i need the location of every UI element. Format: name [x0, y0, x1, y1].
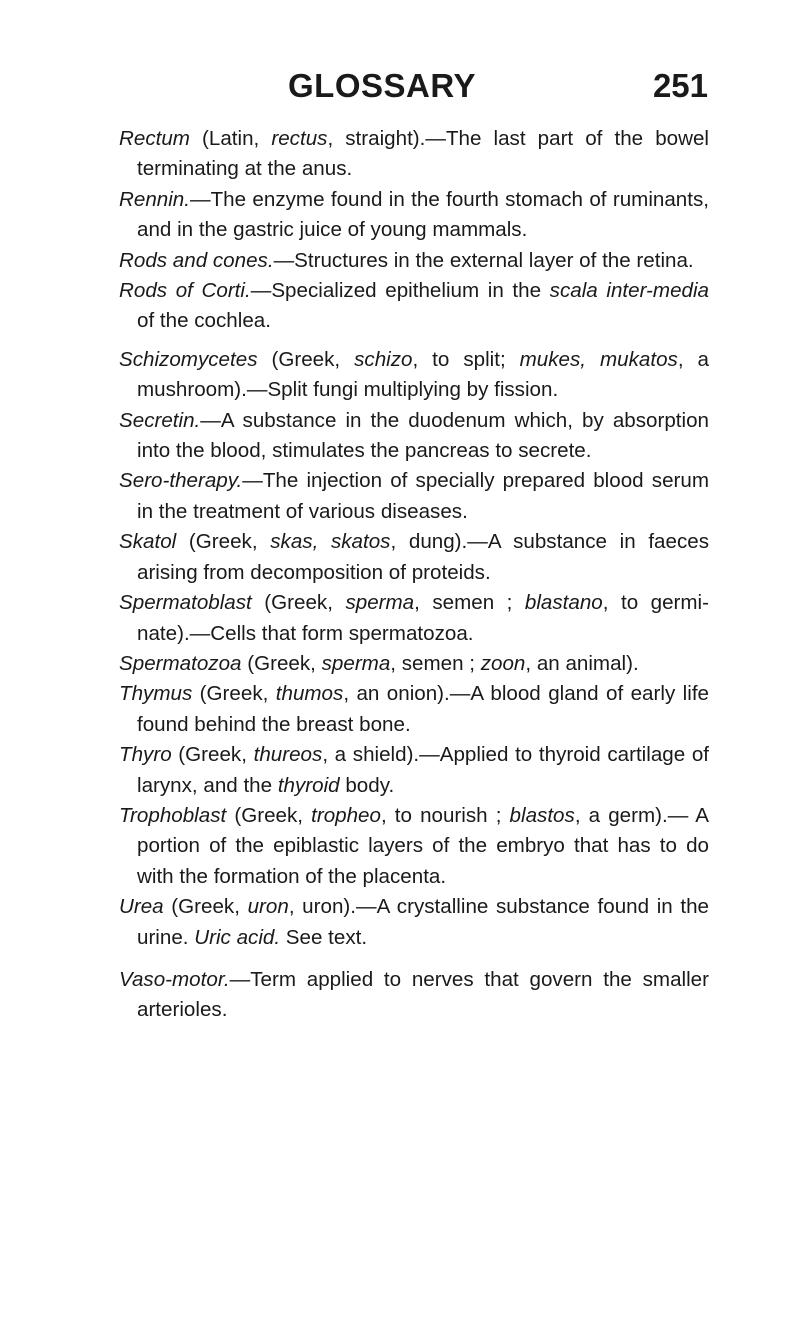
- glossary-list: [119, 124, 709, 1026]
- page-title: GLOSSARY: [288, 67, 476, 104]
- entry-italic: zoon: [480, 651, 526, 675]
- entry-text: (Greek,: [171, 743, 254, 767]
- entry-text: —Structures in the external layer of the retina.: [273, 248, 694, 272]
- entry-text: , a mushroom).—Split fungi multiplying by fission.: [137, 347, 709, 402]
- entry-text: (Greek,: [241, 651, 322, 675]
- entry-text: —A substance in the duodenum which, by absorption into the blood, stimulates the pancreas to secrete.: [137, 408, 709, 463]
- entry-italic: sperma: [321, 651, 391, 675]
- entry-text: (Greek,: [226, 803, 312, 827]
- glossary-entry-schizomycetes: [119, 345, 709, 406]
- entry-term: Thymus: [119, 682, 193, 706]
- entry-italic: blastano: [524, 591, 603, 615]
- entry-italic: schizo: [354, 347, 413, 371]
- entry-text: (Latin,: [189, 127, 272, 150]
- entry-term: Spermatozoa: [119, 651, 242, 675]
- entry-term: Skatol: [119, 530, 177, 554]
- entry-text: body.: [339, 773, 395, 797]
- entry-text: —The injection of specially prepared blood serum in the treatment of various diseases.: [137, 469, 709, 523]
- entry-term: Thyro: [119, 743, 172, 767]
- glossary-entry-rennin: [119, 185, 709, 246]
- entry-term: Secretin.: [119, 408, 201, 432]
- glossary-entry-rectum: [119, 124, 709, 185]
- entry-term: Rennin.: [119, 187, 190, 211]
- entry-italic: Uric acid.: [194, 925, 281, 949]
- entry-italic: skas, skatos: [270, 530, 391, 554]
- entry-text: , to germi-nate).—Cells that form spermatozoa.: [137, 591, 709, 645]
- entry-term: Spermatoblast: [119, 591, 252, 615]
- entry-term: Urea: [119, 895, 164, 919]
- entry-italic: sperma: [345, 591, 415, 615]
- entry-text: , a germ).— A portion of the epiblastic layers of the embryo that has to do with the formation of the placenta.: [137, 803, 709, 888]
- entry-text: (Greek,: [163, 895, 248, 919]
- entry-italic: thyroid: [277, 773, 340, 797]
- entry-term: Rectum: [119, 127, 190, 150]
- entry-text: See text.: [280, 925, 368, 949]
- entry-italic: thureos: [253, 743, 323, 767]
- glossary-entry-urea: [119, 892, 709, 953]
- entry-italic: scala inter-media: [549, 279, 710, 303]
- glossary-entry-rods-and-cones: [119, 246, 709, 276]
- entry-text: , dung).—A substance in faeces arising from decomposition of proteids.: [137, 530, 710, 584]
- entry-italic: mukes, mukatos: [519, 347, 678, 371]
- entry-text: , uron).—A crystalline substance found in the urine.: [137, 895, 709, 949]
- entry-text: , semen ;: [414, 591, 525, 615]
- running-head: [0, 66, 800, 106]
- entry-italic: uron: [247, 895, 289, 919]
- entry-text: , to split;: [412, 347, 520, 371]
- entry-text: (Greek,: [176, 530, 271, 554]
- glossary-entry-vaso-motor: [119, 965, 709, 1026]
- entry-text: (Greek,: [192, 682, 276, 706]
- glossary-entry-rods-of-corti: [119, 276, 709, 337]
- entry-term: Vaso-motor.: [119, 967, 230, 991]
- page-number: 251: [652, 67, 708, 104]
- entry-italic: rectus: [271, 127, 328, 150]
- glossary-entry-secretin: [119, 406, 709, 467]
- entry-italic: blastos: [509, 803, 575, 827]
- entry-text: —Specialized epithelium in the: [250, 279, 550, 303]
- glossary-entry-trophoblast: [119, 801, 709, 892]
- glossary-entry-thymus: [119, 679, 709, 740]
- entry-text: , straight).—The last part of the bowel terminating at the anus.: [137, 127, 709, 181]
- glossary-entry-sero-therapy: [119, 466, 709, 527]
- entry-text: (Greek,: [257, 347, 355, 371]
- glossary-entry-spermatozoa: [119, 649, 709, 679]
- entry-italic: tropheo: [311, 803, 381, 827]
- entry-text: —Term applied to nerves that govern the smaller arterioles.: [137, 967, 709, 1022]
- entry-text: —The enzyme found in the fourth stomach of ruminants, and in the gastric juice of young mammals.: [137, 187, 709, 242]
- entry-term: Sero-therapy.: [119, 469, 243, 493]
- entry-term: Trophoblast: [119, 803, 227, 827]
- entry-term: Rods and cones.: [119, 248, 274, 272]
- glossary-entry-skatol: [119, 527, 709, 588]
- entry-text: (Greek,: [251, 591, 346, 615]
- entry-term: Rods of Corti.: [119, 279, 251, 303]
- entry-text: , an animal).: [525, 651, 639, 675]
- entry-text: , semen ;: [390, 651, 481, 675]
- entry-text: of the cochlea.: [137, 309, 271, 333]
- entry-text: , to nourish ;: [380, 803, 510, 827]
- entry-italic: thumos: [275, 682, 344, 706]
- glossary-entry-thyro: [119, 740, 709, 801]
- entry-text: , a shield).—Applied to thyroid cartilage of larynx, and the: [137, 743, 710, 797]
- entry-term: Schizomycetes: [119, 347, 258, 371]
- entry-text: , an onion).—A blood gland of early life found behind the breast bone.: [137, 682, 709, 736]
- glossary-entry-spermatoblast: [119, 588, 709, 649]
